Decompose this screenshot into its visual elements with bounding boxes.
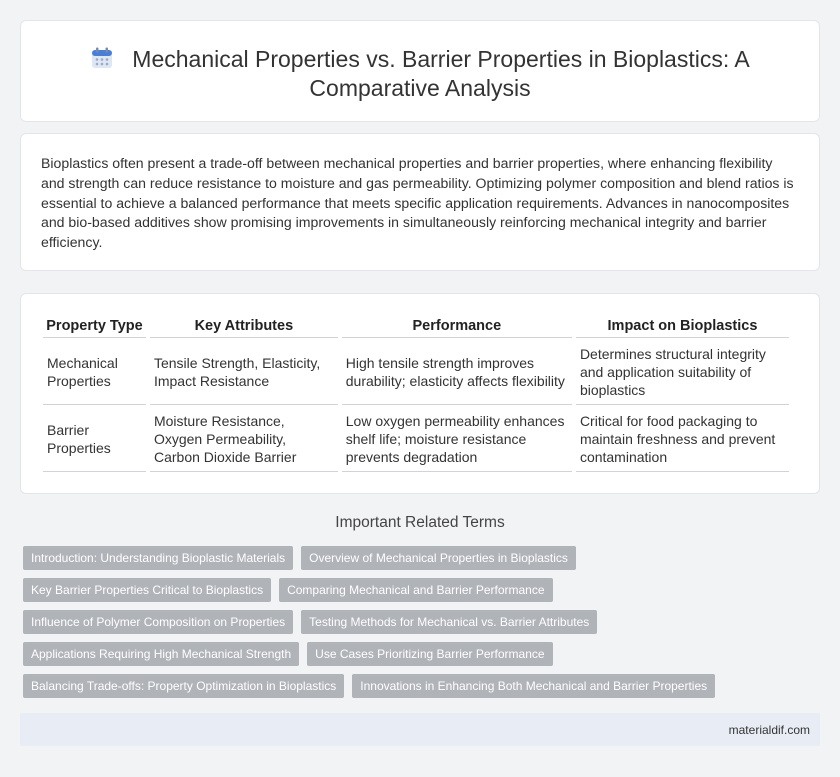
table-cell: Low oxygen permeability enhances shelf life; moisture resistance prevents degradation [342, 405, 572, 472]
table-cell: Moisture Resistance, Oxygen Permeability, Carbon Dioxide Barrier [150, 405, 338, 472]
site-name[interactable]: materialdif.com [728, 723, 810, 737]
tag-row [23, 674, 813, 698]
related-term-tag[interactable]: Balancing Trade-offs: Property Optimization in Bioplastics [23, 674, 344, 698]
footer-bar [20, 713, 820, 746]
tag-row [23, 610, 813, 634]
table-header-cell: Impact on Bioplastics [576, 316, 789, 338]
table-cell: Determines structural integrity and application suitability of bioplastics [576, 338, 789, 405]
table-cell: Critical for food packaging to maintain freshness and prevent contamination [576, 405, 789, 472]
intro-paragraph: Bioplastics often present a trade-off between mechanical properties and barrier properties, where enhancing flexibility and strength can reduce resistance to moisture and gas permeability. Optimizing polymer composition and blend ratios is essential to achieve a balanced performance that meets specific application requirements. Advances in nanocomposites and bio-based additives show promising improvements in simultaneously reinforcing mechanical integrity and barrier efficiency. [41, 155, 794, 251]
title-card [20, 20, 820, 122]
related-terms-title: Important Related Terms [335, 514, 505, 531]
related-term-tag[interactable]: Overview of Mechanical Properties in Bioplastics [301, 546, 576, 570]
related-term-tag[interactable]: Innovations in Enhancing Both Mechanical and Barrier Properties [352, 674, 715, 698]
related-term-tag[interactable]: Applications Requiring High Mechanical Strength [23, 642, 299, 666]
table-cell: Barrier Properties [43, 405, 146, 472]
page-title: Mechanical Properties vs. Barrier Properties in Bioplastics: A Comparative Analysis [132, 46, 750, 101]
table-header-row [43, 316, 789, 338]
table-row [43, 405, 789, 472]
page-title-wrap [61, 45, 779, 103]
related-term-tag[interactable]: Introduction: Understanding Bioplastic Materials [23, 546, 293, 570]
related-term-tag[interactable]: Testing Methods for Mechanical vs. Barrier Attributes [301, 610, 597, 634]
comparison-table [39, 316, 793, 472]
tag-row [23, 546, 813, 570]
intro-card [20, 133, 820, 271]
table-cell: Mechanical Properties [43, 338, 146, 405]
table-cell: Tensile Strength, Elasticity, Impact Resistance [150, 338, 338, 405]
table-header-cell: Property Type [43, 316, 146, 338]
related-term-tag[interactable]: Influence of Polymer Composition on Properties [23, 610, 293, 634]
tag-row [23, 642, 813, 666]
table-header-cell: Key Attributes [150, 316, 338, 338]
related-term-tag[interactable]: Use Cases Prioritizing Barrier Performance [307, 642, 552, 666]
related-terms-list [23, 546, 813, 706]
tag-row [23, 578, 813, 602]
table-header-cell: Performance [342, 316, 572, 338]
table-row [43, 338, 789, 405]
related-term-tag[interactable]: Key Barrier Properties Critical to Bioplastics [23, 578, 271, 602]
calendar-icon [90, 46, 114, 70]
table-cell: High tensile strength improves durability; elasticity affects flexibility [342, 338, 572, 405]
comparison-table-card [20, 293, 820, 494]
related-term-tag[interactable]: Comparing Mechanical and Barrier Performance [279, 578, 552, 602]
